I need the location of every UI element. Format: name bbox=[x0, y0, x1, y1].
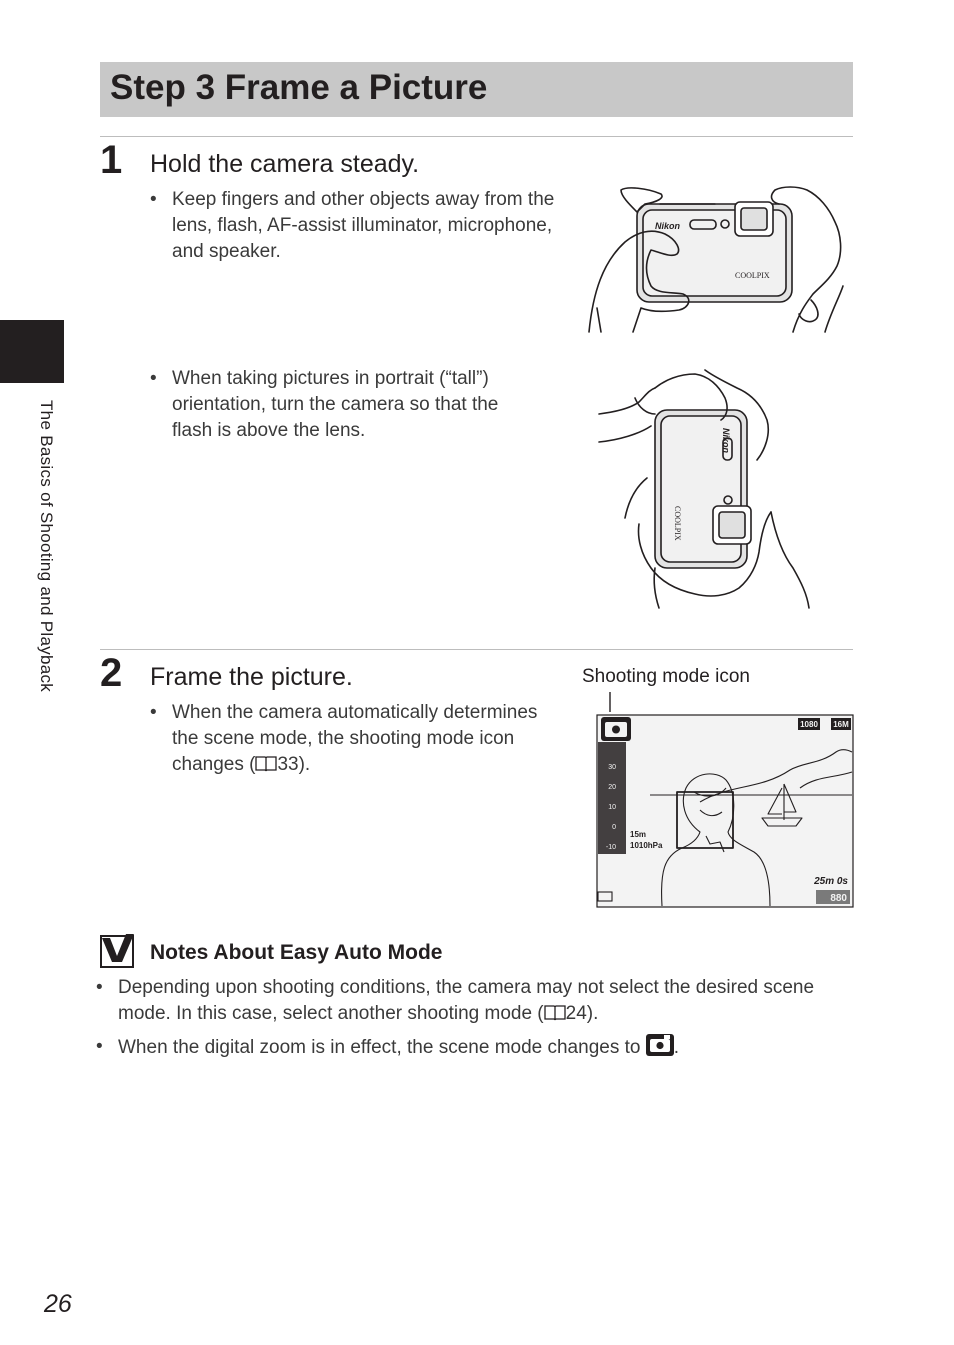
checkmark-note-icon bbox=[100, 934, 134, 968]
camera-brand-text: Nikon bbox=[655, 221, 681, 231]
depth-tick: 30 bbox=[608, 764, 616, 771]
notes-bullet-1: • Depending upon shooting conditions, the camera may not select the desired scene mode. In this case, select another shooting mode ( 24). bbox=[96, 977, 815, 1024]
recording-time: 25m 0s bbox=[814, 876, 848, 887]
depth-tick: 20 bbox=[608, 784, 616, 791]
camera-model-text: COOLPIX bbox=[735, 271, 770, 280]
camera-brand-text-vertical: Nikon bbox=[721, 428, 731, 454]
depth-readout: 15m bbox=[630, 830, 647, 839]
depth-tick: 10 bbox=[608, 804, 616, 811]
depth-tick: 0 bbox=[612, 824, 616, 831]
step-1-heading: Hold the camera steady. bbox=[150, 150, 420, 178]
callout-shooting-mode-icon: Shooting mode icon bbox=[582, 666, 750, 687]
step-1-bullet-1: • Keep fingers and other objects away from the lens, flash, AF-assist illuminator, microphone, and speaker. bbox=[150, 189, 555, 262]
notes-heading: Notes About Easy Auto Mode bbox=[150, 941, 443, 964]
notes-bullet-2: • When the digital zoom is in effect, the scene mode changes to . bbox=[96, 1036, 680, 1058]
step-1-number: 1 bbox=[100, 138, 123, 182]
divider bbox=[100, 649, 853, 650]
book-reference-icon bbox=[544, 1003, 566, 1021]
pressure-readout: 1010hPa bbox=[630, 841, 663, 850]
camera-horizontal-illustration bbox=[585, 182, 847, 342]
chapter-tab bbox=[0, 320, 64, 383]
camera-vertical-illustration bbox=[595, 368, 815, 613]
step-1-bullet-2: • When taking pictures in portrait (“tall”) orientation, turn the camera so that the flash is above the lens. bbox=[150, 368, 499, 441]
depth-tick: -10 bbox=[605, 844, 616, 851]
step-2-number: 2 bbox=[100, 651, 123, 695]
camera-model-text-vertical: COOLPIX bbox=[673, 506, 682, 541]
step-2-heading: Frame the picture. bbox=[150, 663, 353, 691]
page-number: 26 bbox=[44, 1290, 72, 1318]
page-title: Step 3 Frame a Picture bbox=[110, 68, 488, 107]
movie-size-indicator: 1080 bbox=[800, 720, 818, 729]
exposures-remaining: 880 bbox=[830, 893, 847, 904]
scene-auto-selector-icon bbox=[646, 1034, 674, 1056]
divider bbox=[100, 136, 853, 137]
chapter-label: The Basics of Shooting and Playback bbox=[37, 400, 56, 693]
camera-monitor-screen bbox=[590, 692, 854, 910]
step-2-bullet-1: • When the camera automatically determines the scene mode, the shooting mode icon changes ( 33). bbox=[150, 702, 538, 775]
book-reference-icon bbox=[255, 754, 277, 772]
image-size-indicator: 16M bbox=[833, 720, 849, 729]
